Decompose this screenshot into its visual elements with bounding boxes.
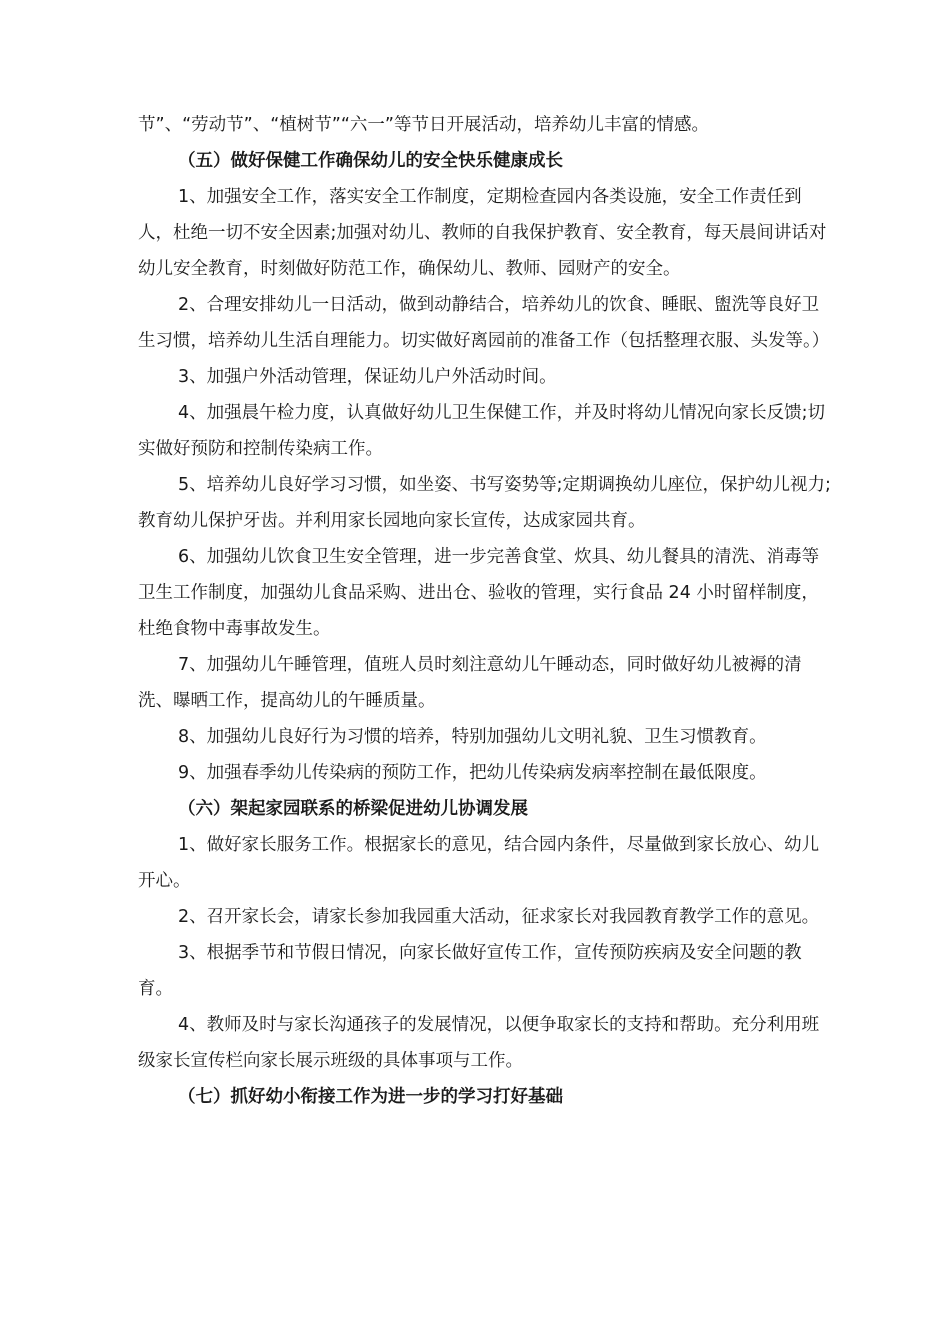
paragraph-5-8: 8、加强幼儿良好行为习惯的培养，特别加强幼儿文明礼貌、卫生习惯教育。	[178, 727, 767, 747]
paragraph-6-4: 4、教师及时与家长沟通孩子的发展情况，以便争取家长的支持和帮助。充分利用班级家长宣传栏向家长展示班级的具体事项与工作。	[138, 1015, 820, 1071]
paragraph-5-3: 3、加强户外活动管理，保证幼儿户外活动时间。	[178, 367, 557, 387]
paragraph-6-3: 3、根据季节和节假日情况，向家长做好宣传工作，宣传预防疾病及安全问题的教育。	[138, 943, 802, 999]
paragraph-5-7: 7、加强幼儿午睡管理，值班人员时刻注意幼儿午睡动态，同时做好幼儿被褥的清洗、曝晒工作，提高幼儿的午睡质量。	[138, 655, 802, 711]
section-heading-7: （七）抓好幼小衔接工作为进一步的学习打好基础	[178, 1087, 563, 1107]
section-heading-5: （五）做好保健工作确保幼儿的安全快乐健康成长	[178, 151, 563, 171]
paragraph-5-5: 5、培养幼儿良好学习习惯，如坐姿、书写姿势等;定期调换幼儿座位，保护幼儿视力;教育幼儿保护牙齿。并利用家长园地向家长宣传，达成家园共育。	[138, 475, 831, 531]
paragraph-5-1: 1、加强安全工作，落实安全工作制度，定期检查园内各类设施，安全工作责任到人，杜绝一切不安全因素;加强对幼儿、教师的自我保护教育、安全教育，每天晨间讲话对幼儿安全教育，时刻做好防范工作，确保幼儿、教师、园财产的安全。	[138, 187, 827, 279]
paragraph-5-4: 4、加强晨午检力度，认真做好幼儿卫生保健工作，并及时将幼儿情况向家长反馈;切实做好预防和控制传染病工作。	[138, 403, 826, 459]
paragraph-6-1: 1、做好家长服务工作。根据家长的意见，结合园内条件，尽量做到家长放心、幼儿开心。	[138, 835, 820, 891]
paragraph-5-9: 9、加强春季幼儿传染病的预防工作，把幼儿传染病发病率控制在最低限度。	[178, 763, 767, 783]
section-heading-6: （六）架起家园联系的桥梁促进幼儿协调发展	[178, 799, 528, 819]
document-body	[138, 107, 834, 1115]
paragraph-5-6: 6、加强幼儿饮食卫生安全管理，进一步完善食堂、炊具、幼儿餐具的清洗、消毒等卫生工作制度，加强幼儿食品采购、进出仓、验收的管理，实行食品 24 小时留样制度，杜绝食物中毒事故发生。	[138, 547, 820, 639]
paragraph-6-2: 2、召开家长会，请家长参加我园重大活动，征求家长对我园教育教学工作的意见。	[178, 907, 820, 927]
paragraph-5-2: 2、合理安排幼儿一日活动，做到动静结合，培养幼儿的饮食、睡眠、盥洗等良好卫生习惯，培养幼儿生活自理能力。切实做好离园前的准备工作（包括整理衣服、头发等。）	[138, 295, 830, 351]
continuation-paragraph: 节”、“劳动节”、“植树节”“六一”等节日开展活动，培养幼儿丰富的情感。	[138, 115, 709, 135]
